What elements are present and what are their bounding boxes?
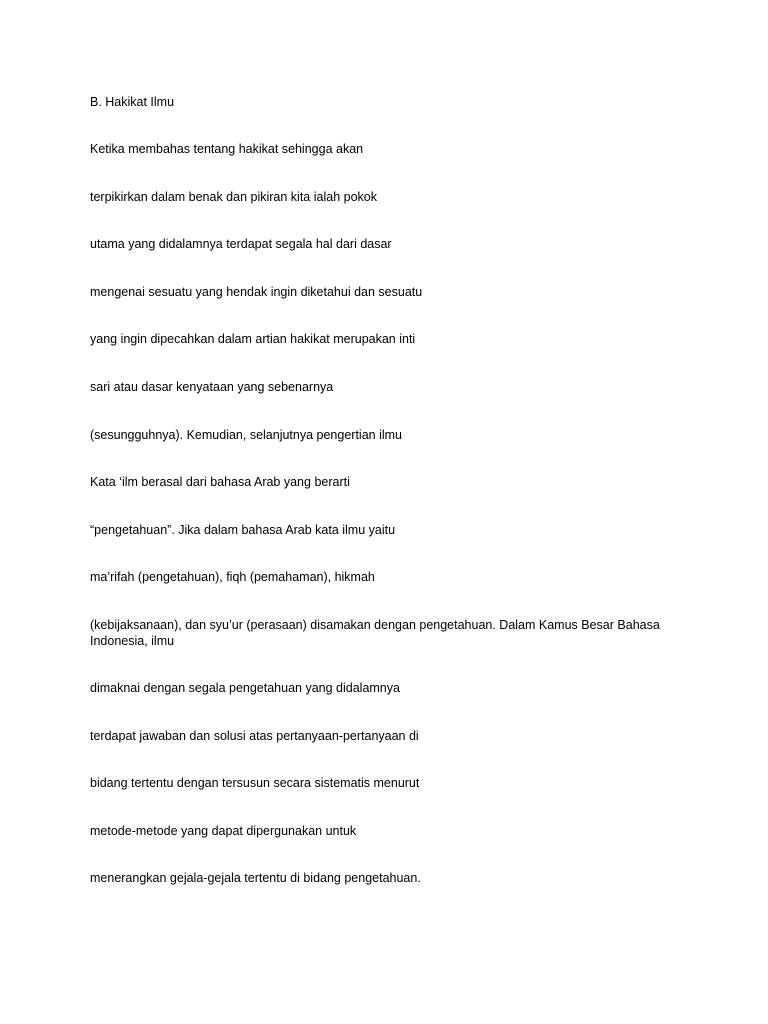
paragraph: Ketika membahas tentang hakikat sehingga akan [90,142,364,156]
paragraph: bidang tertentu dengan tersusun secara sistematis menurut [90,776,420,791]
paragraph: Kata ‘ilm berasal dari bahasa Arab yang berarti [90,475,350,490]
paragraph: sari atau dasar kenyataan yang sebenarnya [90,379,334,394]
paragraph: metode-metode yang dapat dipergunakan untuk [90,823,357,838]
document-body [90,94,670,918]
paragraph: (kebijaksanaan), dan syu’ur (perasaan) disamakan dengan pengetahuan. Dalam Kamus Besar Bahasa Indonesia, ilmu [90,617,660,648]
paragraph: menerangkan gejala-gejala tertentu di bidang pengetahuan. [90,871,421,886]
paragraph: “pengetahuan”. Jika dalam bahasa Arab kata ilmu yaitu [90,522,396,537]
paragraph: dimaknai dengan segala pengetahuan yang didalamnya [90,680,400,695]
paragraph: mengenai sesuatu yang hendak ingin diketahui dan sesuatu [90,284,423,299]
paragraph: terdapat jawaban dan solusi atas pertanyaan-pertanyaan di [90,728,419,743]
paragraph: terpikirkan dalam benak dan pikiran kita ialah pokok [90,189,377,204]
paragraph: (sesungguhnya). Kemudian, selanjutnya pengertian ilmu [90,427,402,442]
paragraph: yang ingin dipecahkan dalam artian hakikat merupakan inti [90,332,416,347]
section-heading: B. Hakikat Ilmu [90,95,175,109]
paragraph: utama yang didalamnya terdapat segala hal dari dasar [90,237,392,252]
paragraph: ma’rifah (pengetahuan), fiqh (pemahaman), hikmah [90,570,375,585]
